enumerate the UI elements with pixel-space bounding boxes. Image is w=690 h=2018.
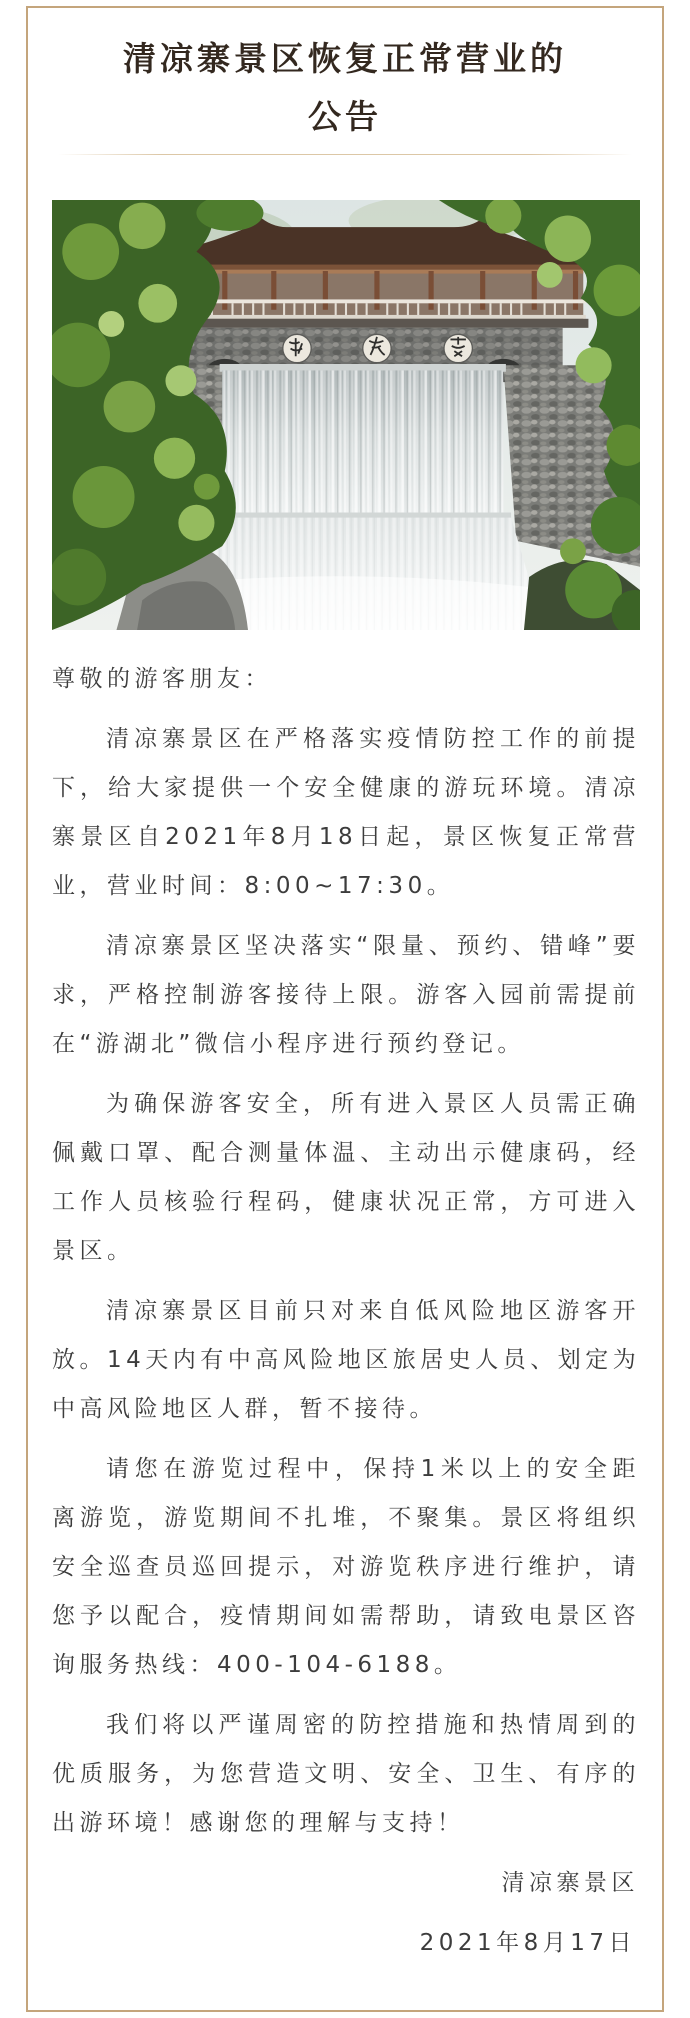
paragraph-line: 中高风险地区人群，暂不接待。 bbox=[52, 1396, 437, 1422]
waterfall-photo bbox=[52, 200, 640, 630]
paragraph-closing bbox=[52, 1701, 640, 1848]
notice-title-line: 公告 bbox=[308, 97, 382, 136]
paragraph-line: 询服务热线：400-104-6188。 bbox=[52, 1652, 462, 1678]
paragraph-line: 业，营业时间：8:00~17:30。 bbox=[52, 873, 455, 899]
paragraph-line: 求，严格控制游客接待上限。游客入园前需提前 bbox=[52, 982, 640, 1008]
paragraph-line: 安全巡查员巡回提示，对游览秩序进行维护，请 bbox=[52, 1554, 640, 1580]
waterfall-photo-art bbox=[52, 200, 640, 630]
signature-block bbox=[52, 1859, 640, 1908]
paragraph-line: 请您在游览过程中，保持1米以上的安全距 bbox=[106, 1456, 640, 1482]
title-divider bbox=[58, 154, 632, 155]
paragraph-opening bbox=[52, 715, 640, 911]
paragraph-line: 寨景区自2021年8月18日起，景区恢复正常营 bbox=[52, 824, 640, 850]
notice-title-line: 清凉寨景区恢复正常营业的 bbox=[123, 39, 567, 78]
paragraph-line: 离游览，游览期间不扎堆，不聚集。景区将组织 bbox=[52, 1505, 640, 1531]
date-block bbox=[52, 1919, 640, 1968]
notice-title bbox=[0, 30, 690, 146]
date: 2021年8月17日 bbox=[419, 1930, 636, 1956]
paragraph-line: 景区。 bbox=[52, 1238, 135, 1264]
paragraph-line: 工作人员核验行程码，健康状况正常，方可进入 bbox=[52, 1189, 640, 1215]
greeting-paragraph bbox=[52, 655, 640, 704]
upper-waterfall bbox=[220, 364, 506, 518]
paragraph-line: 我们将以严谨周密的防控措施和热情周到的 bbox=[106, 1712, 640, 1738]
paragraph-line: 清凉寨景区坚决落实“限量、预约、错峰”要 bbox=[106, 933, 640, 959]
paragraph-safety bbox=[52, 1080, 640, 1276]
paragraph-line: 清凉寨景区目前只对来自低风险地区游客开 bbox=[106, 1298, 640, 1324]
paragraph-line: 优质服务，为您营造文明、安全、卫生、有序的 bbox=[52, 1761, 640, 1787]
paragraph-line: 为确保游客安全，所有进入景区人员需正确 bbox=[106, 1091, 640, 1117]
paragraph-reservation bbox=[52, 922, 640, 1069]
paragraph-line: 清凉寨景区在严格落实疫情防控工作的前提 bbox=[106, 726, 640, 752]
paragraph-line: 出游环境！感谢您的理解与支持！ bbox=[52, 1810, 465, 1836]
paragraph-line: 放。14天内有中高风险地区旅居史人员、划定为 bbox=[52, 1347, 640, 1373]
notice-body bbox=[52, 655, 640, 1979]
paragraph-line: 下，给大家提供一个安全健康的游玩环境。清凉 bbox=[52, 775, 640, 801]
paragraph-line: 佩戴口罩、配合测量体温、主动出示健康码，经 bbox=[52, 1140, 640, 1166]
greeting: 尊敬的游客朋友： bbox=[52, 666, 272, 692]
paragraph-risk-area bbox=[52, 1287, 640, 1434]
paragraph-line: 在“游湖北”微信小程序进行预约登记。 bbox=[52, 1031, 525, 1057]
paragraph-line: 您予以配合，疫情期间如需帮助，请致电景区咨 bbox=[52, 1603, 640, 1629]
paragraph-distance bbox=[52, 1445, 640, 1690]
signature: 清凉寨景区 bbox=[501, 1870, 639, 1896]
